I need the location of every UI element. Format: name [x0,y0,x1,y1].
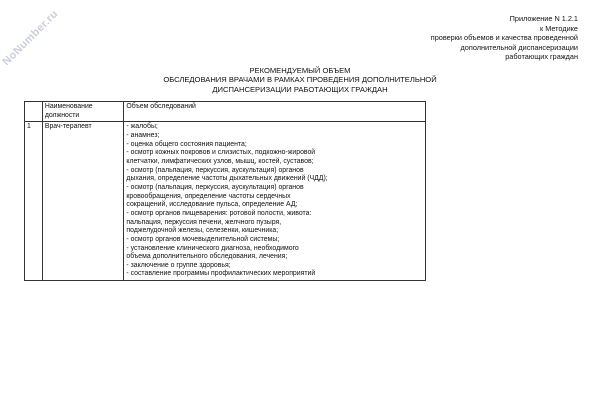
scope-item: сокращений, исследование пульса, определение АД; [126,201,298,209]
scope-item: - составление программы профилактических мероприятий [126,270,316,278]
scope-item: - оценка общего состояния пациента; [126,140,247,148]
appendix-note [431,14,578,62]
header-scope: Объем обследований [124,102,426,122]
appendix-line: к Методике [539,23,578,33]
scope-item: поджелудочной железы, селезенки, кишечника; [126,227,279,235]
header-number [25,102,43,122]
header-position-line: Наименование [44,103,93,110]
scope-item: - осмотр (пальпация, перкуссия, аускультация) органов [126,166,304,174]
table-header-row [25,102,426,122]
scope-item: дыхания, определение частоты дыхательных движений (ЧДД); [126,175,328,183]
appendix-line: проверки объемов и качества проведенной [430,33,578,43]
row-position: Врач-терапевт [42,122,124,281]
scope-item: кровообращения, определение частоты сердечных [126,192,291,200]
scope-item: - осмотр органов мочевыделительной системы; [126,235,280,243]
scope-item: пальпация, перкуссия печени, желчного пузыря, [126,218,282,226]
header-position-line: должности [44,111,80,119]
scope-item: - осмотр органов пищеварения: ротовой полости, живота: [126,209,312,217]
row-number: 1 [25,122,43,281]
watermark: NoNumber.ru [0,7,61,69]
scope-item: - анамнез; [126,131,160,139]
appendix-line: работающих граждан [505,52,578,62]
header-position [42,102,124,122]
scope-item: - осмотр кожных покровов и слизистых, подкожно-жировой [126,149,316,157]
scope-item: - установление клинического диагноза, необходимого [126,244,299,252]
title-line: ОБСЛЕДОВАНИЯ ВРАЧАМИ В РАМКАХ ПРОВЕДЕНИЯ ДОПОЛНИТЕЛЬНОЙ [163,75,437,85]
scope-item: - жалобы; [126,123,158,131]
scope-item: - осмотр (пальпация, перкуссия, аускультация) органов [126,183,304,191]
scope-item: объема дополнительного обследования, лечения; [126,253,288,261]
scope-item: клетчатки, лимфатических узлов, мышц, костей, суставов; [126,157,314,165]
title-line: РЕКОМЕНДУЕМЫЙ ОБЪЕМ [249,66,351,75]
examination-table [24,101,426,281]
row-scope [124,122,426,281]
appendix-line: дополнительной диспансеризации [460,42,578,52]
title-line: ДИСПАНСЕРИЗАЦИИ РАБОТАЮЩИХ ГРАЖДАН [212,84,388,94]
appendix-line: Приложение N 1.2.1 [509,14,578,23]
document-title [0,66,600,94]
scope-item: - заключение о группе здоровья; [126,261,231,269]
table-row [25,122,426,281]
